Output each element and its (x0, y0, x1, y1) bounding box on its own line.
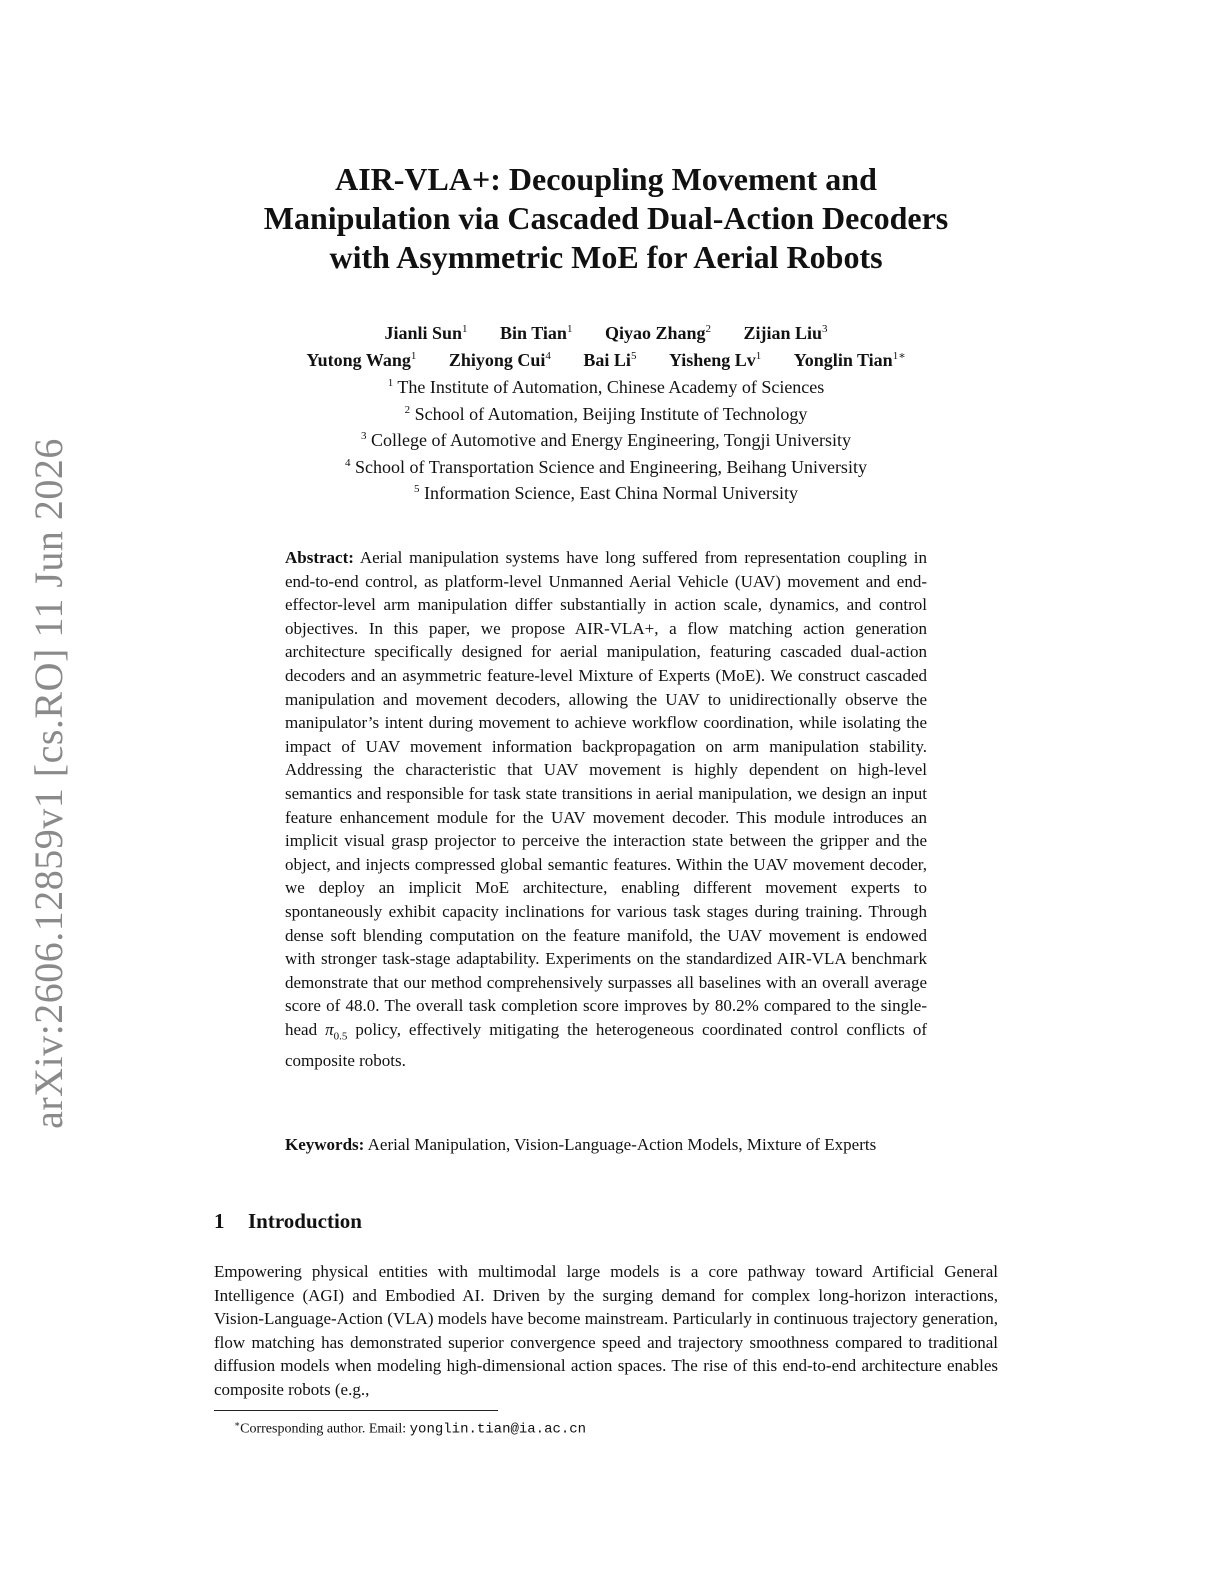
section-title: Introduction (248, 1209, 362, 1233)
footnote-divider (214, 1410, 498, 1411)
author (794, 345, 906, 372)
affiliation (200, 425, 1012, 452)
author-name: Yisheng Lv (668, 350, 756, 370)
keywords (285, 1133, 927, 1157)
author (306, 345, 416, 372)
affiliation-text: Information Science, East China Normal University (424, 483, 798, 503)
author-row-2 (200, 345, 1012, 372)
paper-title (200, 160, 1012, 277)
author-block (200, 318, 1012, 505)
section-number: 1 (214, 1209, 225, 1233)
affiliation-text: College of Automotive and Energy Engineering, Tongji University (371, 430, 851, 450)
title-line: AIR-VLA+: Decoupling Movement and (335, 161, 877, 197)
author (385, 318, 468, 345)
footnote (234, 1415, 586, 1439)
author-name: Qiyao Zhang (604, 323, 706, 343)
affiliation-mark: 1 (755, 350, 762, 362)
author-name: Yutong Wang (306, 350, 411, 370)
affiliation-mark: 1 (566, 323, 573, 335)
introduction-paragraph: Empowering physical entities with multimodal large models is a core pathway toward Artificial General Intelligence (AGI) and Embodied AI. Driven by the surging demand for complex long-horizon interactions, Vision-Language-Action (VLA) models have become mainstream. Particularly in continuous trajectory generation, flow matching has demonstrated superior convergence speed and trajectory smoothness compared to traditional diffusion models when modeling high-dimensional action spaces. The rise of this end-to-end architecture enables composite robots (e.g., (214, 1262, 998, 1399)
author (605, 318, 711, 345)
footnote-mark: ∗ (234, 1419, 241, 1429)
author (500, 318, 572, 345)
section-heading (214, 1209, 362, 1234)
author (583, 345, 636, 372)
footnote-text: Corresponding author. Email: (240, 1421, 407, 1437)
affiliation (200, 452, 1012, 479)
abstract-text: Aerial manipulation systems have long suffered from representation coupling in end-to-end control, as platform-level Unmanned Aerial Vehicle (UAV) movement and end-effector-level arm manipulation differ substantially in action scale, dynamics, and control objectives. In this paper, we propose AIR-VLA+, a flow matching action generation architecture specifically designed for aerial manipulation, featuring cascaded dual-action decoders and an asymmetric feature-level Mixture of Experts (MoE). We construct cascaded manipulation and movement decoders, allowing the UAV to unidirectionally observe the manipulator’s intent during movement to achieve workflow coordination, while isolating the impact of UAV movement information backpropagation on arm manipulation stability. Addressing the characteristic that UAV movement is highly dependent on high-level semantics and responsible for task state transitions in aerial manipulation, we design an input feature enhancement module for the UAV movement decoder. This module introduces an implicit visual grasp projector to perceive the interaction state between the gripper and the object, and injects compressed global semantic features. Within the UAV movement decoder, we deploy an implicit MoE architecture, enabling different movement experts to spontaneously exhibit capacity inclinations for various task stages during training. Through dense soft blending computation on the feature manifold, the UAV movement is endowed with stronger task-stage adaptability. Experiments on the standardized AIR-VLA benchmark demonstrate that our method comprehensively surpasses all baselines with an overall average score of 48.0. The overall task completion score improves by 80.2% compared to the single-head (285, 548, 927, 1039)
math-subscript: 0.5 (333, 1030, 348, 1043)
author-row-1 (200, 318, 1012, 345)
affiliation-text: School of Transportation Science and Engineering, Beihang University (355, 456, 867, 477)
author-name: Bai Li (583, 350, 631, 370)
author-name: Jianli Sun (384, 323, 463, 343)
affiliation-mark: 1 (387, 377, 394, 389)
author-name: Yonglin Tian (793, 350, 893, 370)
affiliation-mark: 1 (462, 323, 468, 335)
abstract (285, 546, 927, 1072)
keywords-text: Aerial Manipulation, Vision-Language-Action Models, Mixture of Experts (367, 1135, 877, 1154)
affiliation (200, 478, 1012, 505)
abstract-text-continued: policy, effectively mitigating the heterogeneous coordinated control conflicts of composite robots. (285, 1019, 927, 1070)
title-line: Manipulation via Cascaded Dual-Action Decoders (263, 200, 949, 236)
affiliation-mark: 3 (822, 323, 828, 335)
affiliation-mark: 5 (630, 350, 637, 362)
author-name: Bin Tian (500, 323, 567, 343)
affiliation-mark: 4 (345, 456, 351, 469)
affiliation-mark: 4 (545, 350, 551, 362)
math-symbol: π (325, 1019, 334, 1039)
affiliation-mark: 2 (705, 323, 711, 335)
affiliation-mark: 1 (410, 350, 417, 362)
keywords-label: Keywords: (285, 1135, 365, 1154)
affiliation-mark: 1∗ (892, 350, 906, 362)
pi-math-symbol (325, 1019, 348, 1043)
affiliation-mark: 3 (361, 430, 367, 442)
affiliation-text: School of Automation, Beijing Institute of Technology (414, 403, 808, 424)
affiliation-mark: 5 (414, 483, 420, 495)
author-email[interactable]: yonglin.tian@ia.ac.cn (409, 1421, 587, 1438)
affiliation (200, 399, 1012, 426)
title-line: with Asymmetric MoE for Aerial Robots (329, 239, 883, 275)
affiliation-mark: 2 (404, 403, 411, 416)
arxiv-identifier-stamp (18, 438, 78, 1128)
abstract-label: Abstract: (285, 548, 354, 567)
arxiv-identifier-text: arXiv:2606.12859v1 [cs.RO] 11 Jun 2026 (25, 437, 71, 1129)
author-name: Zijian Liu (743, 323, 822, 343)
affiliation-text: The Institute of Automation, Chinese Academy of Sciences (397, 377, 825, 397)
author-name: Zhiyong Cui (448, 350, 546, 370)
author (449, 345, 551, 372)
author (743, 318, 827, 345)
affiliation (200, 372, 1012, 399)
author (669, 345, 761, 372)
